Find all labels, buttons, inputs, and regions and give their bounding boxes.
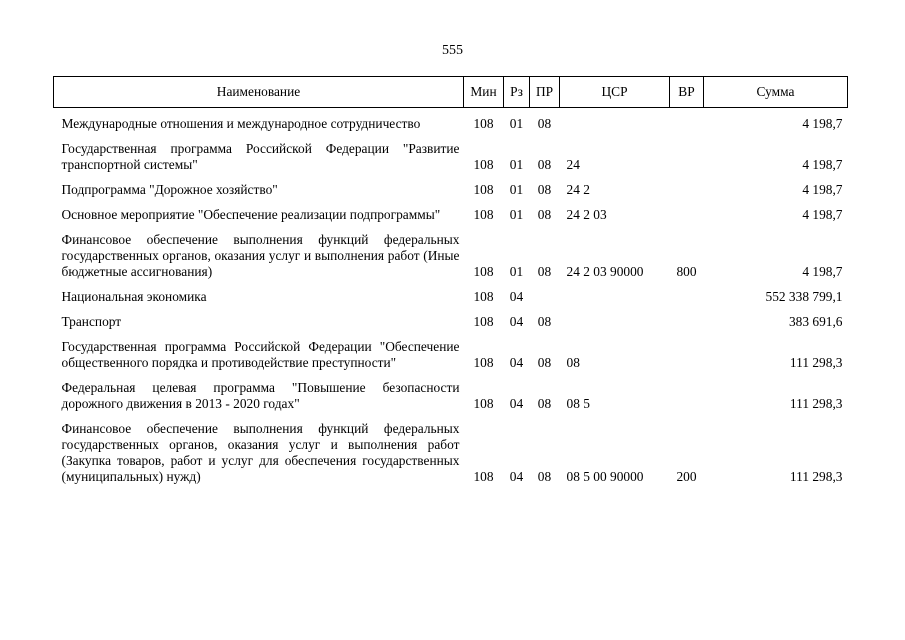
row-name: Национальная экономика xyxy=(61,289,207,304)
row-min: 108 xyxy=(473,314,494,329)
row-name: Финансовое обеспечение выполнения функций федеральных государственных органов, оказания услуг и выполнения работ (Закупка товаров, работ и услуг для обеспечения государственных (муниципальных) нужд) xyxy=(61,421,460,484)
row-min: 108 xyxy=(473,182,494,197)
header-vr: ВР xyxy=(670,77,704,108)
row-vr xyxy=(670,330,704,371)
row-name: Международные отношения и международное сотрудничество xyxy=(61,116,421,131)
table-header-row xyxy=(54,77,848,108)
row-name: Подпрограмма "Дорожное хозяйство" xyxy=(61,182,278,197)
table-row xyxy=(54,305,848,330)
row-pr: 08 xyxy=(537,396,552,411)
row-vr: 200 xyxy=(676,469,697,484)
row-rz: 04 xyxy=(509,355,524,370)
row-sum: 4 198,7 xyxy=(802,182,843,197)
row-pr: 08 xyxy=(537,314,552,329)
table-row xyxy=(54,173,848,198)
row-sum: 111 298,3 xyxy=(789,469,843,484)
row-rz: 01 xyxy=(509,207,524,222)
table-row xyxy=(54,223,848,280)
row-vr xyxy=(670,198,704,223)
row-min: 108 xyxy=(473,469,494,484)
row-min: 108 xyxy=(473,396,494,411)
row-sum: 4 198,7 xyxy=(802,116,843,131)
table-row xyxy=(54,412,848,485)
row-sum: 552 338 799,1 xyxy=(765,289,843,304)
header-sum: Сумма xyxy=(704,77,848,108)
row-name: Финансовое обеспечение выполнения функций федеральных государственных органов, оказания услуг и выполнения работ (Иные бюджетные ассигнования) xyxy=(61,232,460,279)
row-csr xyxy=(560,280,670,305)
row-min: 108 xyxy=(473,355,494,370)
header-name: Наименование xyxy=(54,77,464,108)
row-csr: 08 5 00 90000 xyxy=(566,469,644,484)
row-sum: 4 198,7 xyxy=(802,207,843,222)
header-min: Мин xyxy=(464,77,504,108)
row-min: 108 xyxy=(473,207,494,222)
row-min: 108 xyxy=(473,116,494,131)
header-csr: ЦСР xyxy=(560,77,670,108)
row-name: Транспорт xyxy=(61,314,122,329)
row-rz: 04 xyxy=(509,469,524,484)
row-sum: 111 298,3 xyxy=(789,396,843,411)
row-rz: 01 xyxy=(509,116,524,131)
row-min: 108 xyxy=(473,157,494,172)
table-row xyxy=(54,198,848,223)
row-pr: 08 xyxy=(537,116,552,131)
row-vr xyxy=(670,108,704,133)
row-csr: 24 2 03 90000 xyxy=(566,264,644,279)
table-row xyxy=(54,330,848,371)
row-csr: 24 2 xyxy=(566,182,590,197)
table-row xyxy=(54,371,848,412)
row-name: Федеральная целевая программа "Повышение безопасности дорожного движения в 2013 - 2020 годах" xyxy=(61,380,460,411)
row-pr: 08 xyxy=(537,264,552,279)
row-vr xyxy=(670,305,704,330)
row-name: Государственная программа Российской Федерации "Развитие транспортной системы" xyxy=(61,141,460,172)
row-csr: 24 2 03 xyxy=(566,207,607,222)
row-vr xyxy=(670,371,704,412)
row-rz: 04 xyxy=(509,289,524,304)
row-pr: 08 xyxy=(537,355,552,370)
row-csr: 08 5 xyxy=(566,396,590,411)
budget-table xyxy=(53,76,848,485)
header-pr: ПР xyxy=(530,77,560,108)
row-sum: 4 198,7 xyxy=(802,264,843,279)
row-min: 108 xyxy=(473,264,494,279)
row-pr: 08 xyxy=(537,182,552,197)
page-number: 555 xyxy=(442,43,463,58)
row-rz: 01 xyxy=(509,157,524,172)
row-sum: 4 198,7 xyxy=(802,157,843,172)
row-pr: 08 xyxy=(537,207,552,222)
row-min: 108 xyxy=(473,289,494,304)
table-row xyxy=(54,108,848,133)
row-sum: 111 298,3 xyxy=(789,355,843,370)
row-rz: 01 xyxy=(509,182,524,197)
row-rz: 01 xyxy=(509,264,524,279)
row-pr: 08 xyxy=(537,469,552,484)
row-vr xyxy=(670,280,704,305)
table-row xyxy=(54,280,848,305)
row-sum: 383 691,6 xyxy=(788,314,843,329)
row-vr xyxy=(670,132,704,173)
row-vr xyxy=(670,173,704,198)
row-csr: 08 xyxy=(566,355,580,370)
row-name: Государственная программа Российской Федерации "Обеспечение общественного порядка и противодействие преступности" xyxy=(61,339,460,370)
row-rz: 04 xyxy=(509,314,524,329)
table-row xyxy=(54,132,848,173)
row-csr xyxy=(560,108,670,133)
header-rz: Рз xyxy=(504,77,530,108)
row-vr: 800 xyxy=(676,264,697,279)
row-name: Основное мероприятие "Обеспечение реализации подпрограммы" xyxy=(61,207,441,222)
row-pr xyxy=(530,280,560,305)
row-csr xyxy=(560,305,670,330)
row-pr: 08 xyxy=(537,157,552,172)
row-rz: 04 xyxy=(509,396,524,411)
row-csr: 24 xyxy=(566,157,580,172)
